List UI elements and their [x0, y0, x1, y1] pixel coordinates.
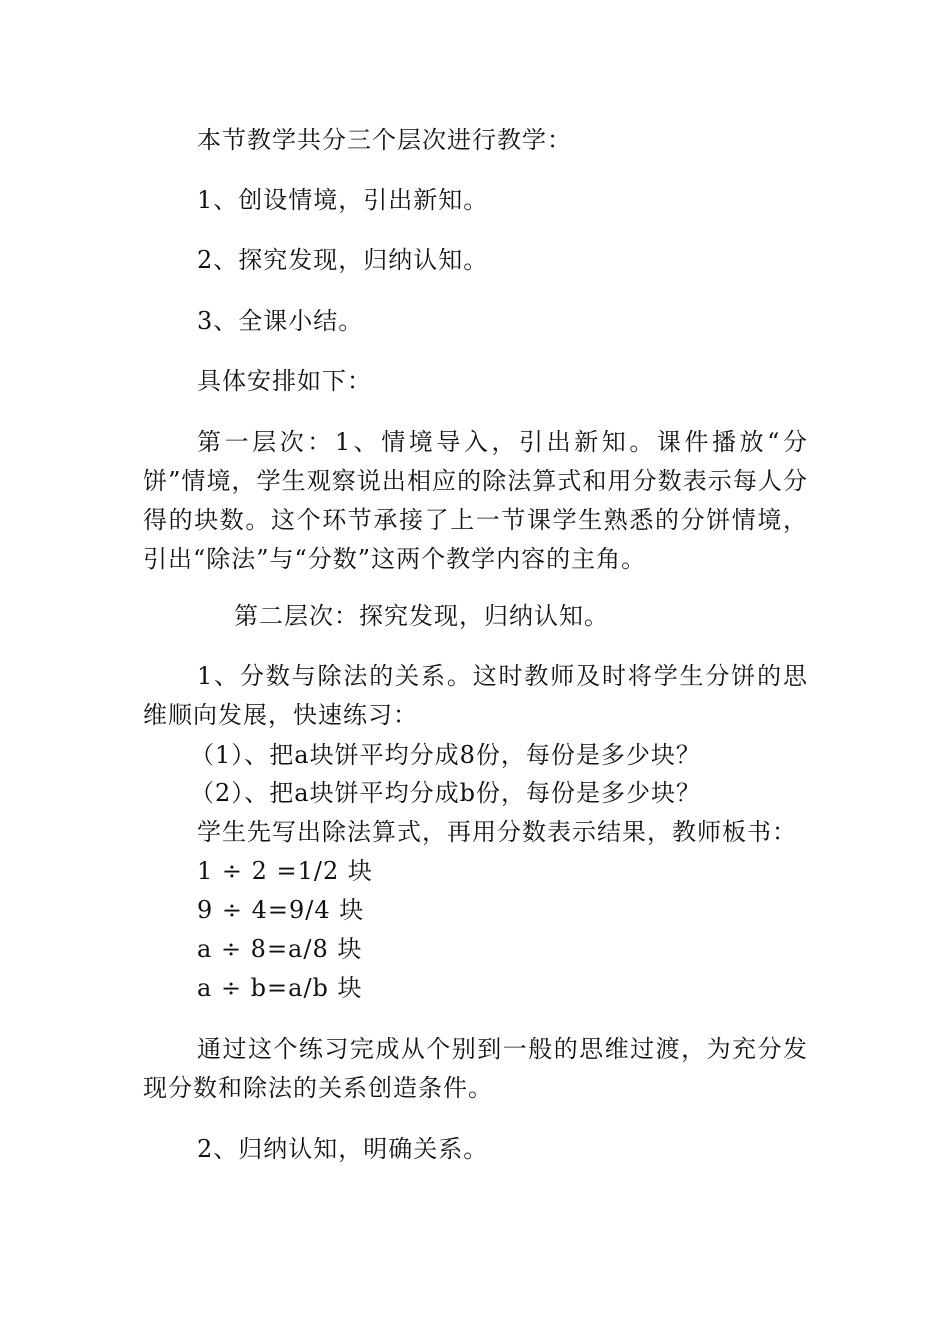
- board-line-4: a ÷ b=a/b 块: [197, 974, 363, 1002]
- arrangement-heading: 具体安排如下：: [197, 367, 372, 395]
- board-intro: 学生先写出除法算式，再用分数表示结果，教师板书：: [197, 818, 797, 846]
- second-level-heading: 第二层次：探究发现，归纳认知。: [234, 602, 609, 630]
- exercise-1: （1）、把a块饼平均分成8份，每份是多少块？: [190, 741, 701, 769]
- relation-paragraph: 1、分数与除法的关系。这时教师及时将学生分饼的思维顺向发展，快速练习：: [143, 662, 808, 729]
- board-line-3: a ÷ 8=a/8 块: [197, 935, 363, 963]
- intro-text: 本节教学共分三个层次进行教学：: [197, 126, 572, 154]
- level-item-3: 3、全课小结。: [197, 307, 364, 335]
- transition-paragraph: 通过这个练习完成从个别到一般的思维过渡，为充分发现分数和除法的关系创造条件。: [143, 1035, 808, 1102]
- exercise-2: （2）、把a块饼平均分成b份，每份是多少块？: [190, 779, 701, 807]
- board-line-2: 9 ÷ 4=9/4 块: [197, 896, 365, 924]
- induction-item: 2、归纳认知，明确关系。: [197, 1135, 489, 1163]
- first-level-paragraph: 第一层次：1、情境导入，引出新知。课件播放“分饼”情境，学生观察说出相应的除法算式和用分数表示每人分得的块数。这个环节承接了上一节课学生熟悉的分饼情境，引出“除法”与“分数”这两个教学内容的主角。: [143, 428, 808, 573]
- board-line-1: 1 ÷ 2 =1/2 块: [197, 857, 373, 885]
- level-item-1: 1、创设情境，引出新知。: [197, 186, 489, 214]
- level-item-2: 2、探究发现，归纳认知。: [197, 246, 489, 274]
